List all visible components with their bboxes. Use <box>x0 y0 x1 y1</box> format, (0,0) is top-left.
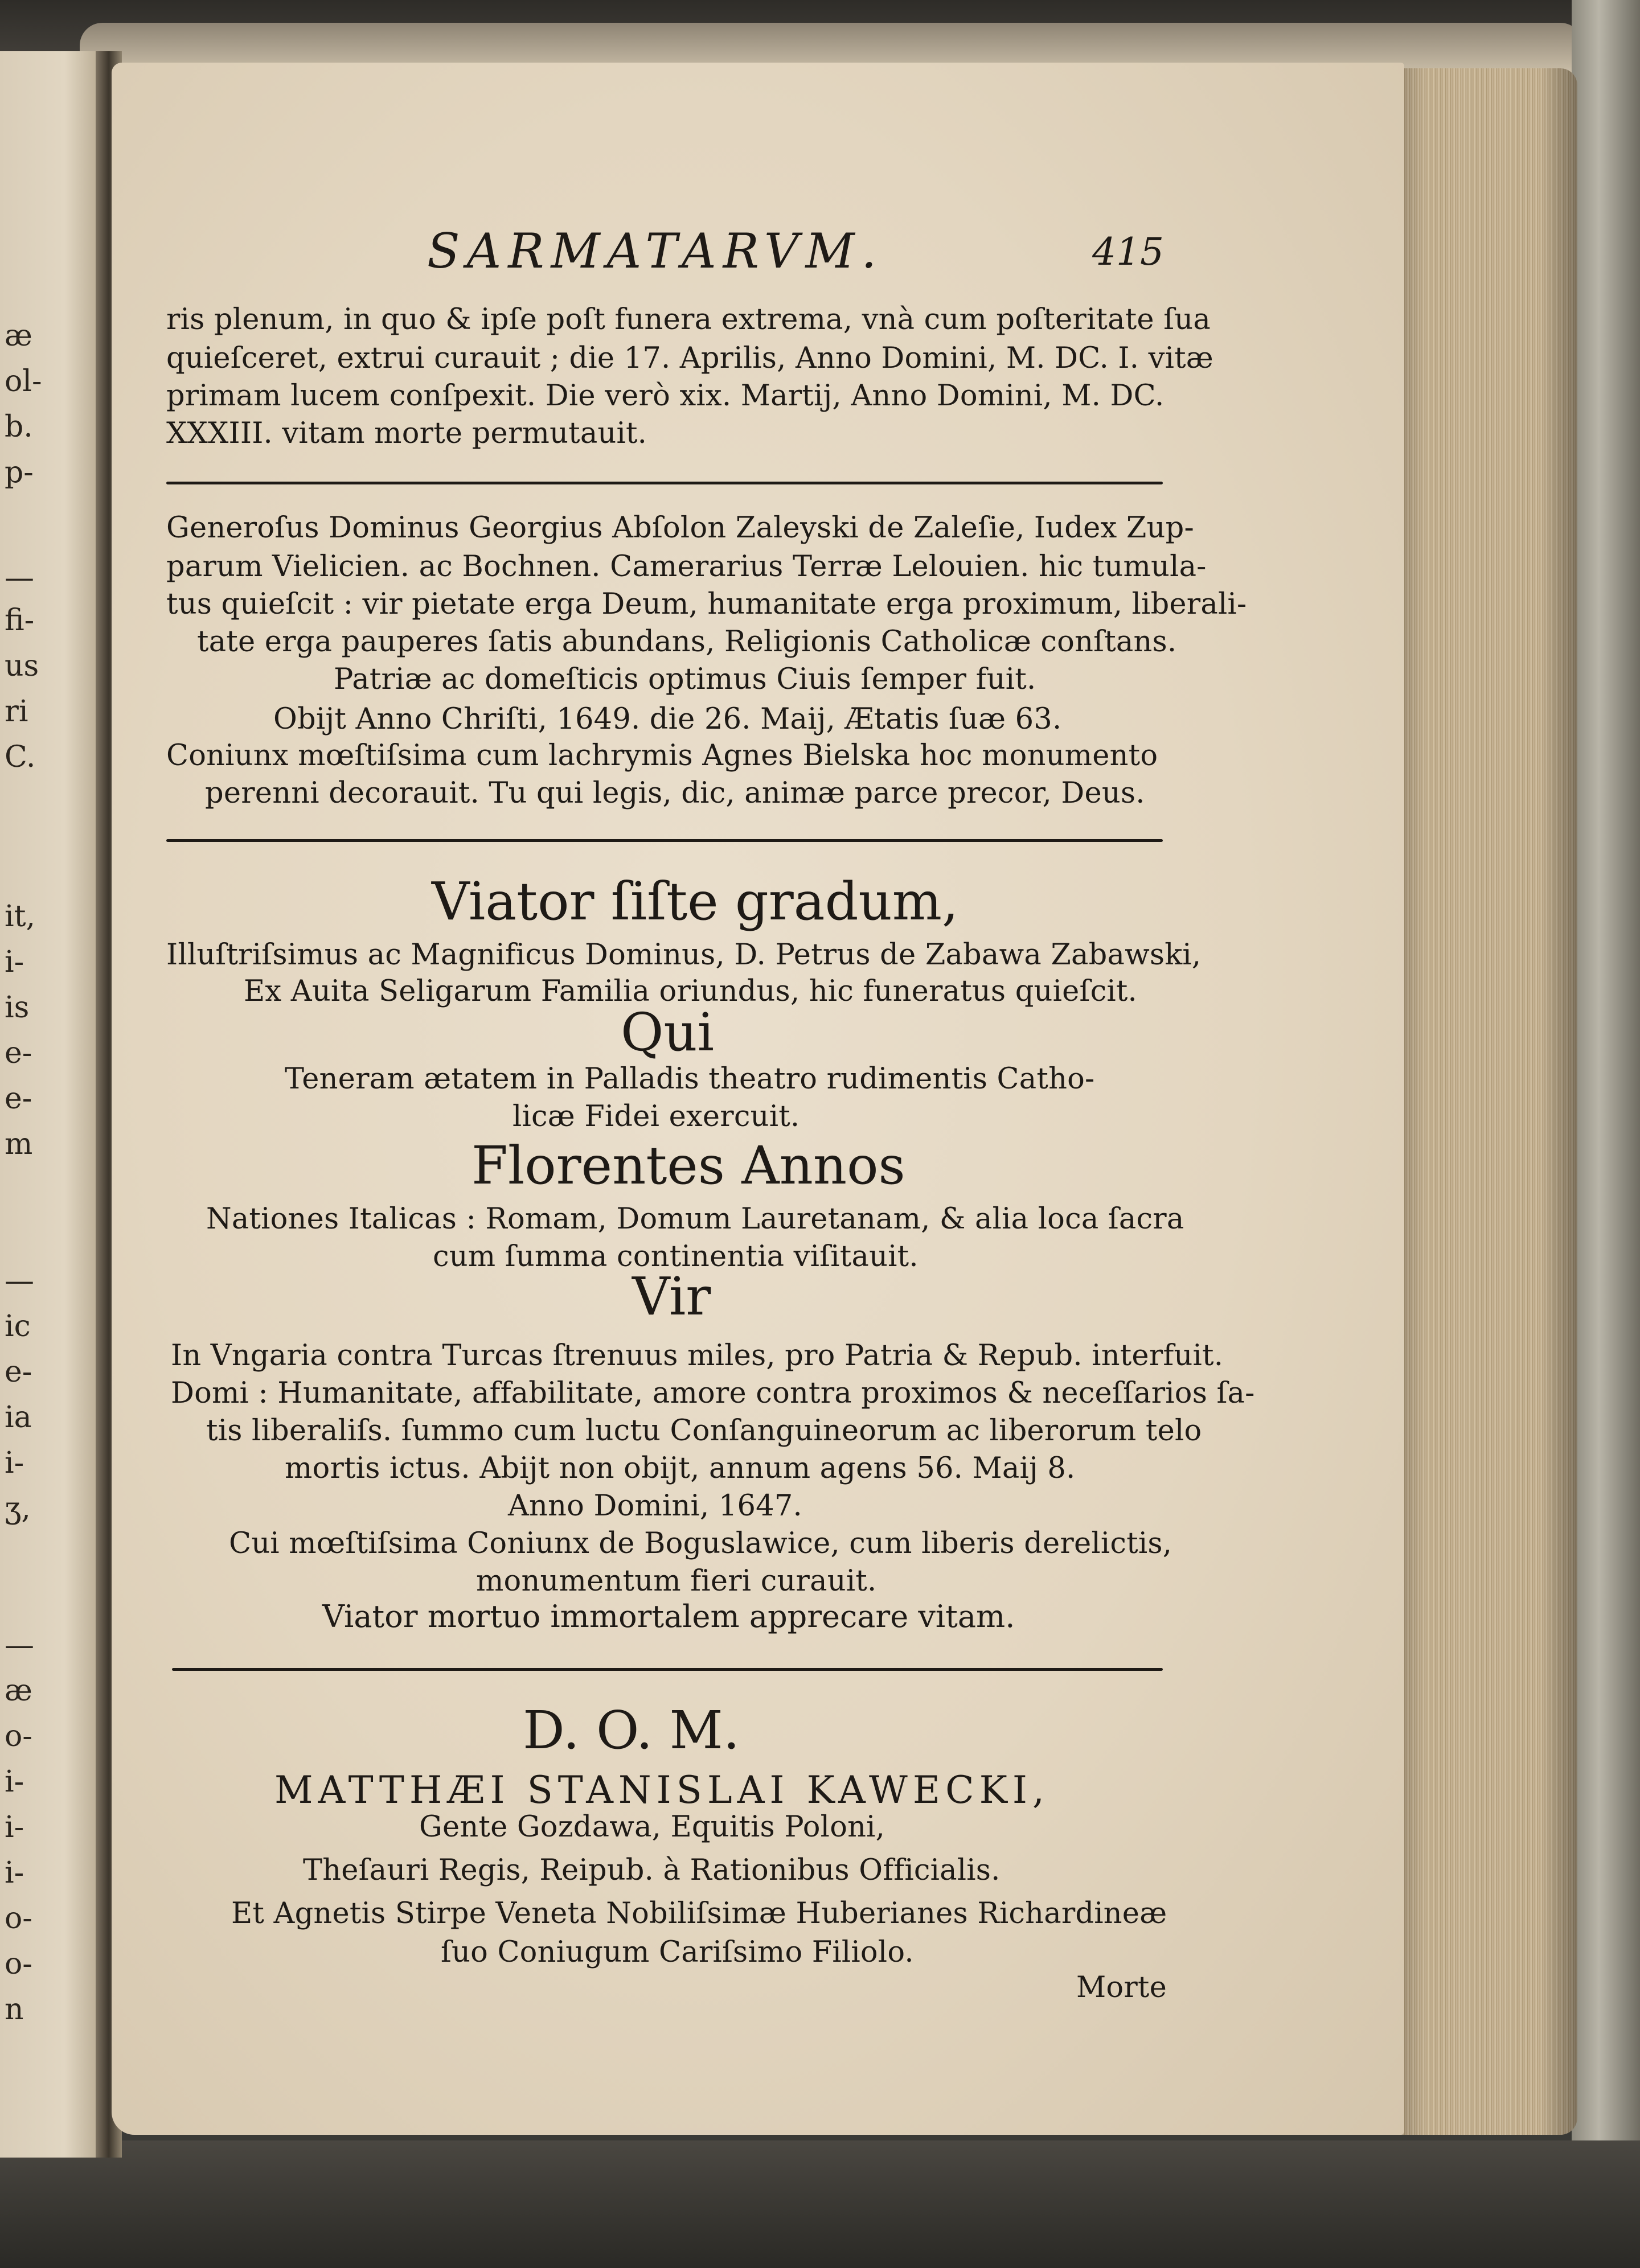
left-page-fragment: i- <box>5 1765 24 1799</box>
section1-line: ris plenum, in quo & ipſe poſt funera extrema, vnà cum poſteritate ſua <box>166 303 1211 336</box>
section4-line: Gente Gozdawa, Equitis Poloni, <box>419 1810 885 1844</box>
section-divider <box>166 839 1163 842</box>
left-page-fragment: C. <box>5 740 36 774</box>
section1-line: XXXIII. vitam morte permutauit. <box>166 417 647 450</box>
section1-line: quieſceret, extrui curauit ; die 17. Aprilis, Anno Domini, M. DC. I. vitæ <box>166 342 1213 375</box>
left-page-fragment: i- <box>5 1446 24 1480</box>
page-stack-edge <box>1389 68 1577 2135</box>
section3-closing: Viator mortuo immortalem apprecare vitam. <box>322 1599 1015 1634</box>
section2-line: parum Vielicien. ac Bochnen. Camerarius Terræ Lelouien. hic tumula- <box>166 550 1207 584</box>
left-page-fragment: e- <box>5 1355 32 1389</box>
section3-line: Illuſtriſsimus ac Magnificus Dominus, D. Petrus de Zabawa Zabawski, <box>166 938 1202 972</box>
section3-line: Anno Domini, 1647. <box>508 1489 802 1523</box>
section3-line: Nationes Italicas : Romam, Domum Lauretanam, & alia loca ſacra <box>206 1202 1184 1236</box>
section2-line: tate erga pauperes ſatis abundans, Religionis Catholicæ conſtans. <box>197 625 1177 659</box>
left-page-fragment: ic <box>5 1309 31 1343</box>
section4-name: MATTHÆI STANISLAI KAWECKI, <box>274 1768 1049 1812</box>
section3-vir: Vir <box>632 1266 711 1327</box>
left-page-fragment: o- <box>5 1901 32 1936</box>
left-page-fragment: — <box>5 561 34 595</box>
section3-line: mortis ictus. Abijt non obijt, annum agens 56. Maij 8. <box>285 1452 1076 1485</box>
section3-line: Ex Auita Seligarum Familia oriundus, hic funeratus quieſcit. <box>244 975 1137 1008</box>
section3-line: Domi : Humanitate, affabilitate, amore contra proximos & neceſſarios ſa- <box>171 1377 1255 1410</box>
background-bottom <box>0 2140 1640 2268</box>
running-head: SARMATARVM. <box>427 223 884 279</box>
section2-line: Obijt Anno Chriſti, 1649. die 26. Maij, Ætatis ſuæ 63. <box>273 702 1062 736</box>
section3-line: cum ſumma continentia viſitauit. <box>433 1240 919 1273</box>
section3-line: tis liberaliſs. ſummo cum luctu Conſanguineorum ac liberorum telo <box>206 1414 1202 1448</box>
section4-line: ſuo Coniugum Cariſsimo Filiolo. <box>441 1936 914 1969</box>
left-page-fragment: ia <box>5 1400 32 1435</box>
section4-line: Theſauri Regis, Reipub. à Rationibus Officialis. <box>303 1854 1001 1887</box>
catchword: Morte <box>1076 1971 1167 2004</box>
left-page-fragment: i- <box>5 1810 24 1844</box>
left-page-fragment: p- <box>5 455 34 490</box>
left-page-fragment: — <box>5 1264 34 1298</box>
left-page-fragment: i- <box>5 1856 24 1890</box>
section2-line: Generoſus Dominus Georgius Abſolon Zaleyski de Zaleſie, Iudex Zup- <box>166 511 1194 545</box>
left-page <box>0 51 108 2158</box>
section1-line: primam lucem conſpexit. Die verò xix. Martij, Anno Domini, M. DC. <box>166 379 1165 413</box>
section2-line: Patriæ ac domeſticis optimus Ciuis ſemper fuit. <box>334 663 1036 696</box>
section-divider <box>172 1668 1163 1671</box>
section4-line: Et Agnetis Stirpe Veneta Nobiliſsimæ Huberianes Richardineæ <box>231 1897 1167 1930</box>
left-page-fragment: m <box>5 1127 33 1161</box>
section3-florentes: Florentes Annos <box>472 1135 905 1196</box>
left-page-fragment: i- <box>5 945 24 979</box>
left-page-fragment: o- <box>5 1719 32 1753</box>
left-page-fragment: it, <box>5 899 36 934</box>
left-page-fragment: n <box>5 1992 24 2027</box>
left-page-fragment: ol- <box>5 364 42 398</box>
section3-line: In Vngaria contra Turcas ſtrenuus miles, pro Patria & Repub. interfuit. <box>171 1339 1224 1373</box>
left-page-fragment: æ <box>5 1674 32 1708</box>
left-page-fragment: is <box>5 991 30 1025</box>
left-page-fragment: fi- <box>5 603 35 638</box>
section3-line: licæ Fidei exercuit. <box>512 1100 800 1133</box>
left-page-fragment: e- <box>5 1036 32 1070</box>
left-page-fragment: ʒ, <box>5 1492 31 1526</box>
section3-line: Cui mœſtiſsima Coniunx de Boguslawice, cum liberis derelictis, <box>229 1527 1172 1560</box>
section3-qui: Qui <box>621 1002 715 1063</box>
section4-dom: D. O. M. <box>523 1700 740 1761</box>
section3-line: monumentum fieri curauit. <box>476 1564 877 1598</box>
section2-line: perenni decorauit. Tu qui legis, dic, animæ parce precor, Deus. <box>205 776 1145 810</box>
left-page-fragment: — <box>5 1628 34 1662</box>
section2-line: Coniunx mœſtiſsima cum lachrymis Agnes Bielska hoc monumento <box>166 739 1158 773</box>
left-page-fragment: e- <box>5 1082 32 1116</box>
section3-heading: Viator ſiſte gradum, <box>432 871 959 932</box>
left-page-fragment: ri <box>5 695 28 729</box>
book-cover-edge <box>1572 0 1640 2268</box>
section2-line: tus quieſcit : vir pietate erga Deum, humanitate erga proximum, liberali- <box>166 587 1247 621</box>
left-page-fragment: us <box>5 649 39 683</box>
left-page-fragment: b. <box>5 410 33 444</box>
section3-line: Teneram ætatem in Palladis theatro rudimentis Catho- <box>285 1062 1095 1096</box>
left-page-fragment: o- <box>5 1947 32 1981</box>
section-divider <box>166 482 1163 484</box>
left-page-fragment: æ <box>5 319 32 353</box>
page-number: 415 <box>1092 230 1164 274</box>
